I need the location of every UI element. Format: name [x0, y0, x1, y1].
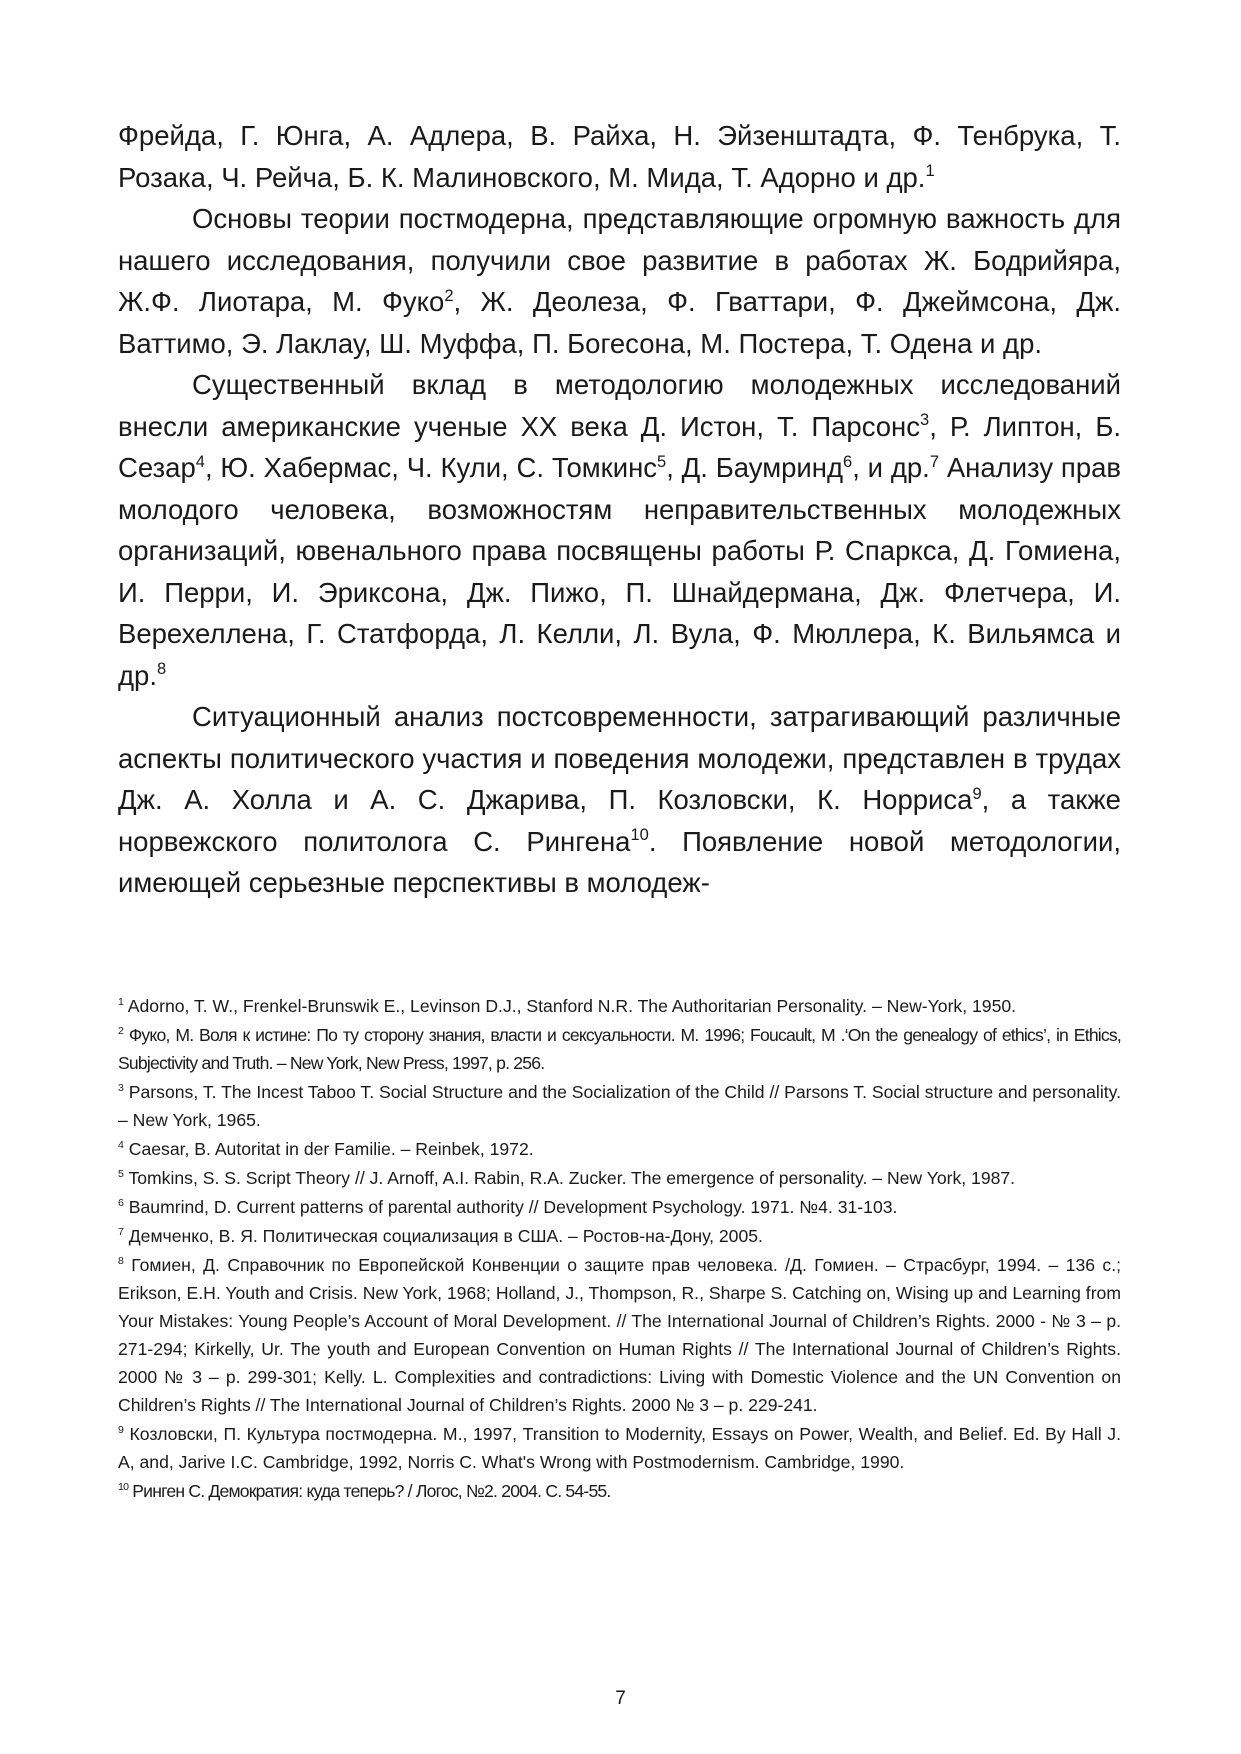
- footnote-2: [118, 1021, 1121, 1077]
- paragraph-3-text-d: , Д. Баумринд: [666, 452, 844, 483]
- main-text: [118, 115, 1121, 904]
- footnote-10: [118, 1477, 1121, 1505]
- footnote-text: Демченко, В. Я. Политическая социализация в США. – Ростов-на-Дону, 2005.: [123, 1226, 763, 1246]
- footnote-number: 1: [118, 996, 124, 1009]
- paragraph-2: [118, 198, 1121, 364]
- footnote-1: [118, 992, 1121, 1020]
- footnote-number: 6: [118, 1197, 124, 1210]
- footnote-ref-5: 5: [657, 452, 667, 471]
- footnote-text: Baumrind, D. Current patterns of parental authority // Development Psychology. 1971. №4. 31-103.: [123, 1197, 898, 1217]
- paragraph-1: [118, 115, 1121, 198]
- footnote-9: [118, 1420, 1121, 1476]
- footnote-text: Parsons, T. The Incest Taboo T. Social Structure and the Socialization of the Child // Parsons T. Social structure and personality. – New York, 1965.: [118, 1082, 1121, 1130]
- footnote-text: Ринген С. Демократия: куда теперь? / Логос, №2. 2004. С. 54-55.: [128, 1481, 611, 1501]
- footnote-number: 7: [118, 1226, 124, 1239]
- footnote-ref-1: 1: [925, 162, 935, 181]
- footnote-ref-6: 6: [843, 452, 853, 471]
- paragraph-4: [118, 696, 1121, 904]
- paragraph-1-text: Фрейда, Г. Юнга, А. Адлера, В. Райха, Н. Эйзенштадта, Ф. Тенбрука, Т. Розака, Ч. Рейча, Б. К. Малиновского, М. Мида, Т. Адорно и др.: [118, 120, 1121, 193]
- footnote-text: Adorno, T. W., Frenkel-Brunswik E., Levinson D.J., Stanford N.R. The Authoritarian Personality. – New-York, 1950.: [123, 996, 1017, 1016]
- paragraph-2-text-b: , Ж. Деолеза, Ф. Гваттари, Ф. Джеймсона, Дж. Ваттимо, Э. Лаклау, Ш. Муффа, П. Богесона, М. Постера, Т. Одена и др.: [118, 286, 1122, 359]
- footnote-text: Tomkins, S. S. Script Theory // J. Arnoff, A.I. Rabin, R.A. Zucker. The emergence of personality. – New York, 1987.: [123, 1168, 1016, 1188]
- footnote-ref-4: 4: [195, 452, 205, 471]
- footnote-text: Козловски, П. Культура постмодерна. М., 1997, Transition to Modernity, Essays on Power, Wealth, and Belief. Ed. By Hall J. A, and, Jarive I.C. Cambridge, 1992, Norris C. What's Wrong with Postmodernism. Cambridge, 1990.: [118, 1424, 1121, 1472]
- footnote-8: [118, 1251, 1121, 1419]
- footnote-number: 9: [118, 1424, 124, 1437]
- footnote-ref-7: 7: [929, 452, 940, 471]
- footnote-ref-2: 2: [444, 286, 454, 305]
- footnote-4: [118, 1135, 1121, 1163]
- footnote-ref-3: 3: [920, 411, 930, 430]
- paragraph-3-text-f: Анализу прав молодого человека, возможностям неправительственных молодежных организаций, ювенального права посвящены работы Р. Спаркса, Д. Гомиена, И. Перри, И. Эриксона, Дж. Пижо, П. Шнайдермана, Дж. Флетчера, И. Верехеллена, Г. Статфорда, Л. Келли, Л. Вула, Ф. Мюллера, К. Вильямса и др.: [118, 452, 1122, 691]
- footnote-7: [118, 1222, 1121, 1250]
- paragraph-3-text-e: , и др.: [852, 452, 930, 483]
- paragraph-3-text-a: Существенный вклад в методологию молодежных исследований внесли американские ученые XX века Д. Истон, Т. Парсонс: [118, 369, 1121, 442]
- paragraph-4-text-a: Ситуационный анализ постсовременности, затрагивающий различные аспекты политического участия и поведения молодежи, представлен в трудах Дж. А. Холла и А. С. Джарива, П. Козловски, К. Норриса: [118, 701, 1121, 815]
- paragraph-3-text-b: , Р. Липтон, Б. Сезар: [118, 410, 1122, 483]
- footnote-text: Гомиен, Д. Справочник по Европейской Конвенции о защите прав человека. /Д. Гомиен. – Страсбург, 1994. – 136 с.; Erikson, E.H. Youth and Crisis. New York, 1968; Holland, J., Thompson, R., Sharpe S. Catching on, Wising up and Learning from Your Mistakes: Young People’s Account of Moral Development. // The International Journal of Children’s Rights. 2000 - № 3 – p. 271-294; Kirkelly, Ur. The youth and European Convention on Human Rights // The International Journal of Children’s Rights. 2000 № 3 – p. 299-301; Kelly. L. Complexities and contradictions: Living with Domestic Violence and the UN Convention on Children’s Rights // The International Journal of Children’s Rights. 2000 № 3 – p. 229-241.: [118, 1255, 1121, 1415]
- paragraph-4-text-b: , а также норвежского политолога С. Рингена: [118, 784, 1121, 857]
- footnote-number: 10: [118, 1481, 129, 1494]
- footnote-3: [118, 1078, 1121, 1134]
- paragraph-2-text-a: Основы теории постмодерна, представляющие огромную важность для нашего исследования, получили свое развитие в работах Ж. Бодрийяра, Ж.Ф. Лиотара, М. Фуко: [118, 203, 1121, 317]
- footnote-number: 3: [118, 1082, 124, 1095]
- footnote-6: [118, 1193, 1121, 1221]
- footnotes: [118, 992, 1121, 1506]
- footnote-text: Caesar, B. Autoritat in der Familie. – Reinbek, 1972.: [123, 1139, 534, 1159]
- paragraph-3-text-c: , Ю. Хабермас, Ч. Кули, С. Томкинс: [204, 452, 658, 483]
- page-number: 7: [615, 1688, 626, 1709]
- footnote-number: 4: [118, 1139, 124, 1152]
- paragraph-4-text-c: . Появление новой методологии, имеющей серьезные перспективы в молодеж-: [118, 825, 1121, 898]
- footnote-5: [118, 1164, 1121, 1192]
- paragraph-3: [118, 364, 1121, 696]
- footnote-number: 8: [118, 1255, 124, 1268]
- footnote-number: 5: [118, 1168, 124, 1181]
- footnote-ref-10: 10: [630, 826, 649, 845]
- footnote-text: Фуко, М. Воля к истине: По ту сторону знания, власти и сексуальности. М. 1996; Foucault, M .‘On the genealogy of ethics’, in Ethics, Subjectivity and Truth. – New York, New Press, 1997, p. 256.: [118, 1025, 1121, 1073]
- footnote-number: 2: [118, 1025, 124, 1038]
- footnote-ref-8: 8: [156, 660, 167, 679]
- footnote-ref-9: 9: [972, 784, 982, 803]
